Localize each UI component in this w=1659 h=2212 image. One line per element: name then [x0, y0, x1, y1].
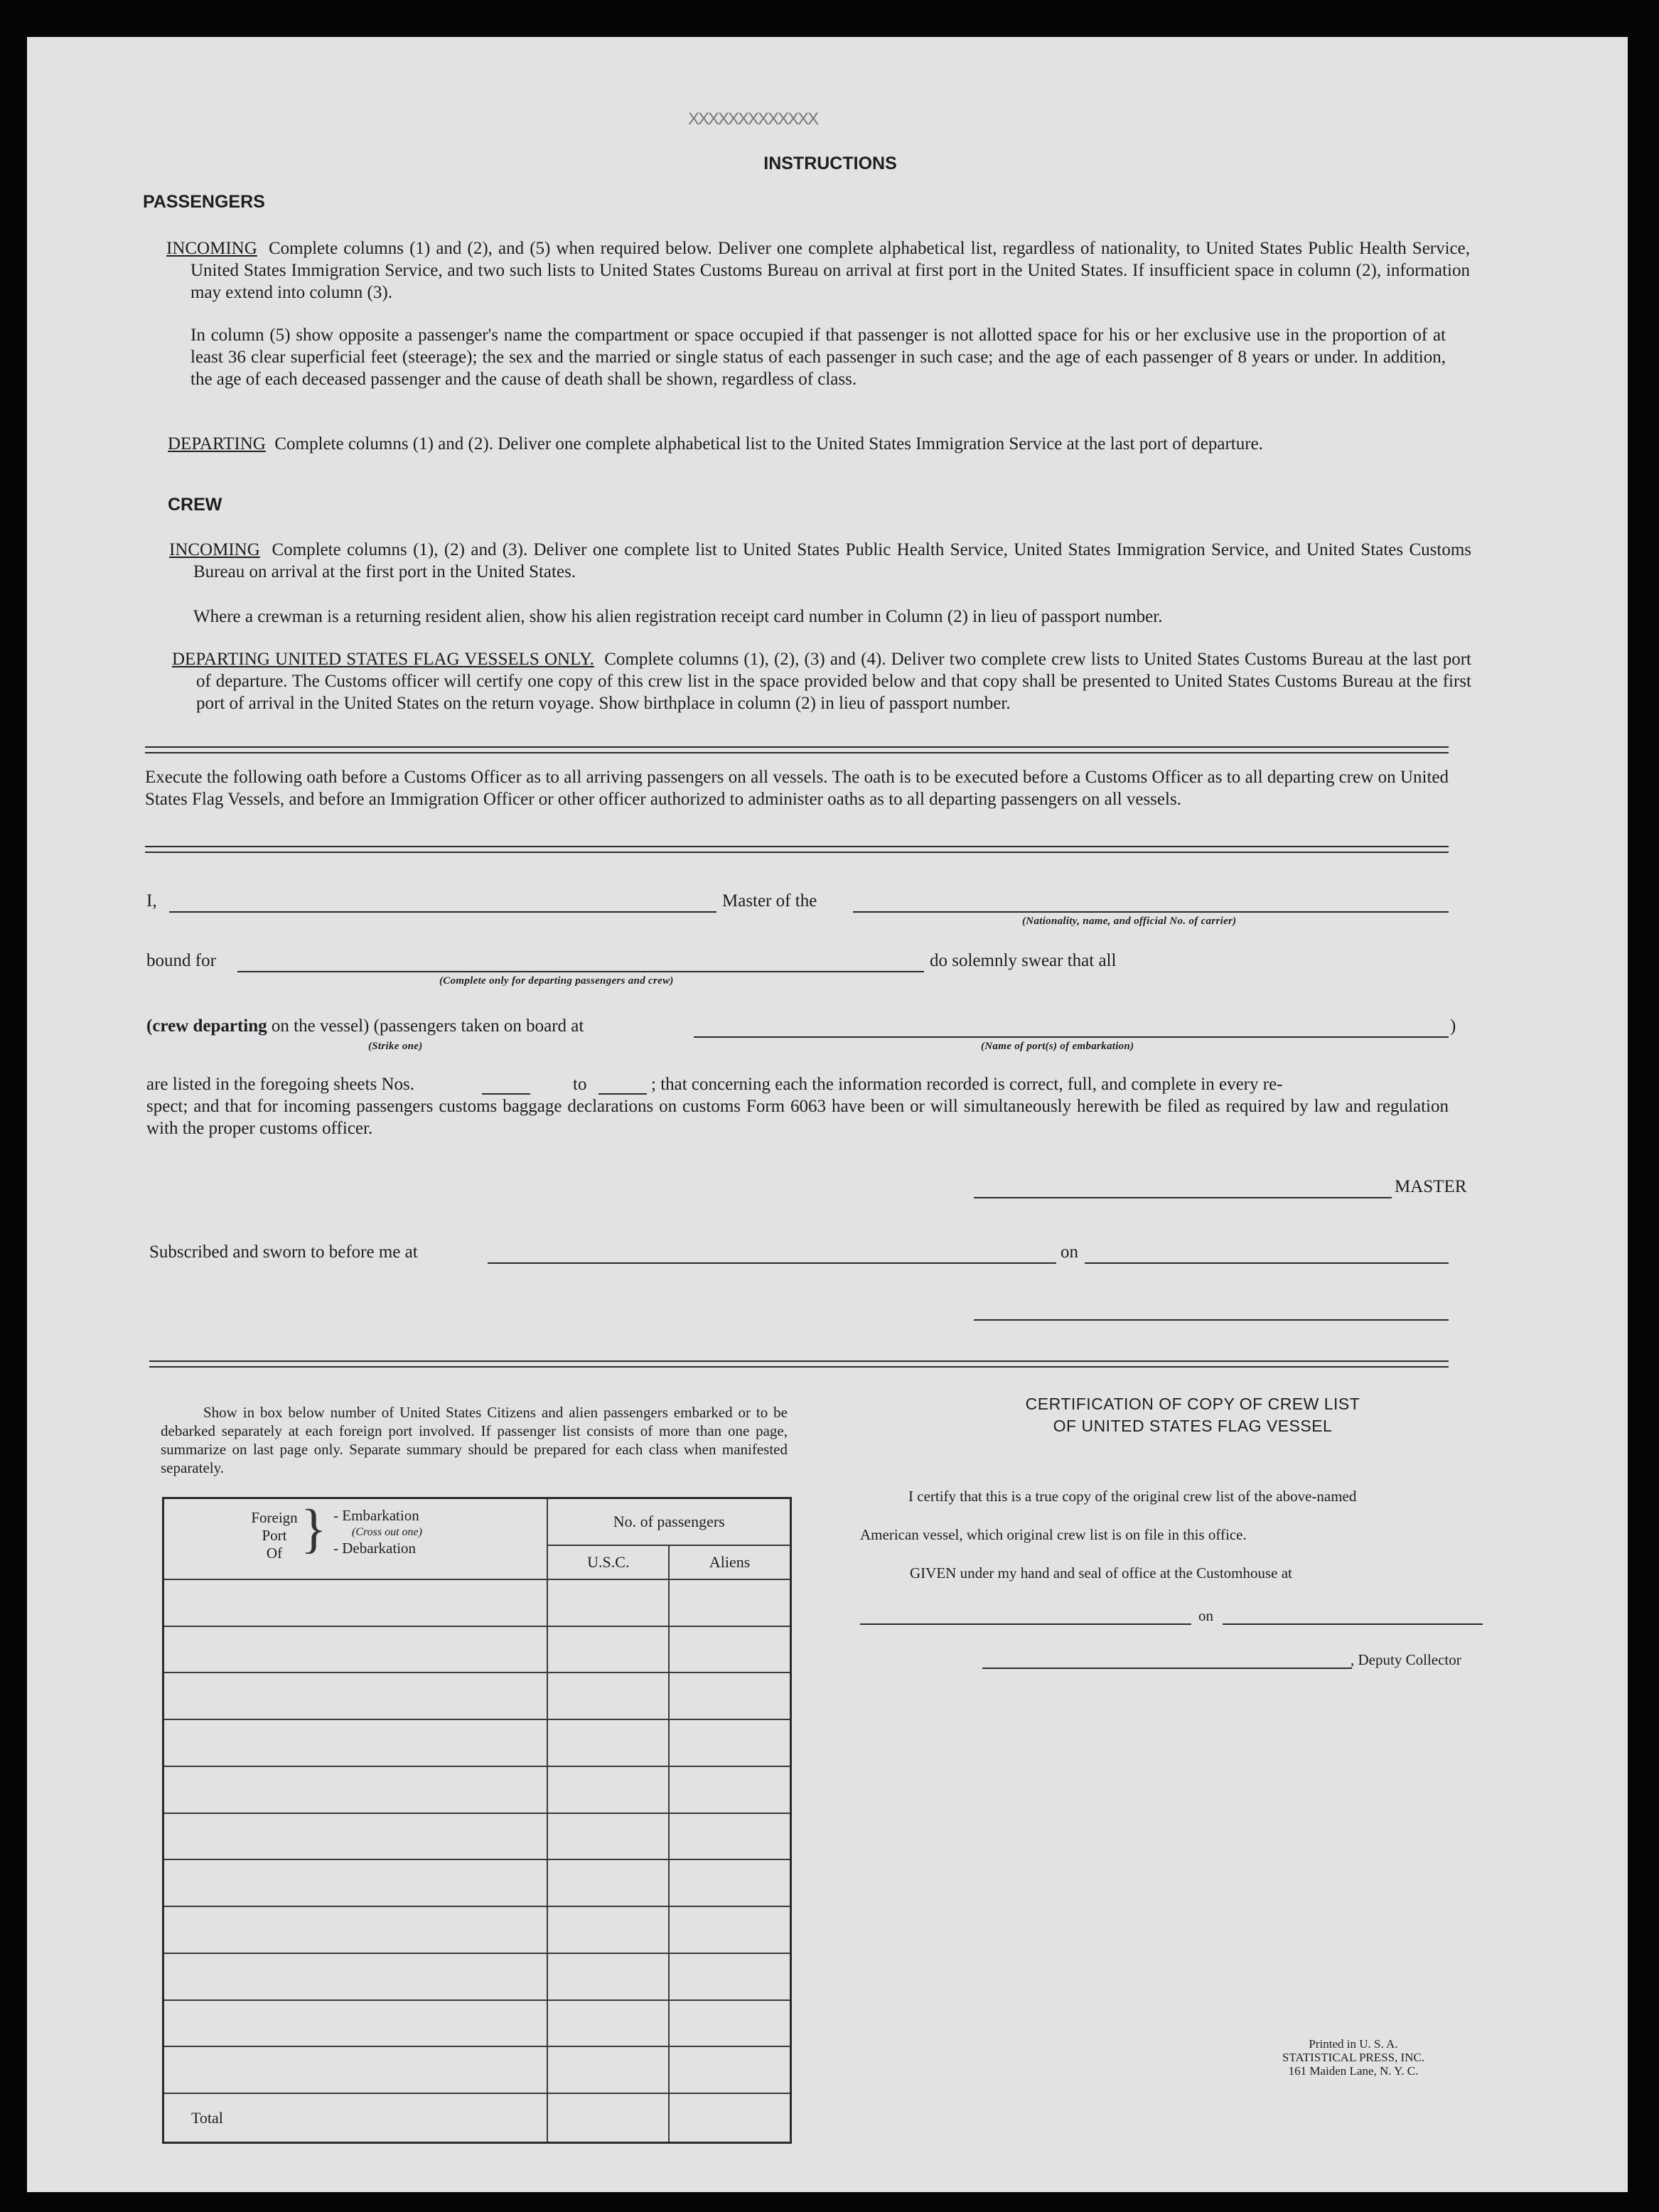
listed-start-label: are listed in the foregoing sheets Nos. [146, 1075, 414, 1094]
aliens-cell[interactable] [669, 1719, 790, 1766]
table-row [163, 1766, 791, 1813]
do-solemnly-label: do solemnly swear that all [930, 951, 1117, 970]
subscribed-label: Subscribed and sworn to before me at [149, 1242, 418, 1262]
crew-alien-paragraph: Where a crewman is a returning resident alien, show his alien registration receipt card number in Column (2) in lieu of passport number. [193, 607, 1163, 626]
foreign-label: Foreign [251, 1509, 298, 1526]
aliens-cell[interactable] [669, 2000, 790, 2047]
listed-rest-text: ; that concerning each the information recorded is correct, full, and complete in every re- [651, 1075, 1283, 1094]
crew-departing-text: Complete columns (1), (2), (3) and (4). Deliver two complete crew lists to United States Customs Bureau at the last port of departure. The Customs officer will certify one copy of this crew list in the space provided below and that copy shall be presented to United States Customs Bureau at the first port of arrival in the United States on the return voyage. Show birthplace in column (2) in lieu of passport number. [196, 650, 1472, 713]
section-divider-1 [145, 746, 1449, 753]
usc-cell[interactable] [547, 1813, 669, 1860]
debarkation-option[interactable]: - Debarkation [333, 1540, 417, 1557]
passengers-heading: PASSENGERS [143, 192, 265, 212]
usc-cell[interactable] [547, 1906, 669, 1953]
usc-cell[interactable] [547, 1579, 669, 1626]
aliens-cell[interactable] [669, 1906, 790, 1953]
oath-i-label: I, [146, 891, 157, 911]
certification-title-line1: CERTIFICATION OF COPY OF CREW LIST [1025, 1395, 1360, 1413]
bound-for-field[interactable] [237, 971, 924, 972]
port-cell[interactable] [163, 2000, 548, 2047]
struck-header-text: XXXXXXXXXXXXX [688, 109, 818, 129]
usc-cell[interactable] [547, 1626, 669, 1673]
port-cell[interactable] [163, 1766, 548, 1813]
usc-cell[interactable] [547, 1719, 669, 1766]
usc-cell[interactable] [547, 1953, 669, 2000]
foreign-port-header [163, 1498, 548, 1579]
ports-embarkation-field[interactable] [694, 1036, 1449, 1038]
printer-line1: Printed in U. S. A. [1309, 2037, 1398, 2051]
passengers-incoming-paragraph [166, 237, 1470, 304]
table-row [163, 2000, 791, 2047]
section-divider-2 [145, 846, 1449, 853]
aliens-cell[interactable] [669, 1673, 790, 1719]
port-cell[interactable] [163, 1673, 548, 1719]
form-page [27, 37, 1628, 2192]
aliens-cell[interactable] [669, 1813, 790, 1860]
usc-cell[interactable] [547, 2046, 669, 2093]
port-cell[interactable] [163, 1579, 548, 1626]
passengers-departing-label: DEPARTING [168, 434, 266, 453]
crew-heading: CREW [168, 495, 222, 515]
oath-instruction-paragraph: Execute the following oath before a Customs Officer as to all arriving passengers on all vessels. The oath is to be executed before a Customs Officer as to all departing crew on United States Flag Vessels, and before an Immigration Officer or other officer authorized to administer oaths as to all departing passengers on all vessels. [145, 768, 1449, 809]
table-row [163, 1906, 791, 1953]
listed-cont-text: spect; and that for incoming passengers customs baggage declarations on customs Form 6063 have been or will simultaneously herewith be filed as required by law and regulation with the proper customs officer. [146, 1097, 1449, 1138]
passenger-summary-table [162, 1497, 792, 2144]
port-cell[interactable] [163, 1813, 548, 1860]
total-row [163, 2093, 791, 2142]
page-title: INSTRUCTIONS [763, 154, 897, 173]
crew-incoming-label: INCOMING [169, 540, 260, 559]
port-cell[interactable] [163, 1719, 548, 1766]
printer-line2: STATISTICAL PRESS, INC. [1282, 2051, 1425, 2064]
passengers-incoming-label: INCOMING [166, 239, 257, 258]
crew-incoming-text: Complete columns (1), (2) and (3). Deliver one complete list to United States Public Health Service, United States Immigration Service, and United States Customs Bureau on arrival at the first port in the United States. [193, 540, 1472, 581]
sworn-date-field[interactable] [1085, 1262, 1449, 1264]
brace-mark: } [301, 1499, 327, 1559]
table-header-row [163, 1498, 791, 1545]
table-row [163, 1813, 791, 1860]
master-label: MASTER [1395, 1177, 1467, 1196]
section-divider-3 [149, 1360, 1449, 1368]
table-row [163, 1673, 791, 1719]
aliens-cell[interactable] [669, 1953, 790, 2000]
table-row [163, 1953, 791, 2000]
summary-note: Show in box below number of United States Citizens and alien passengers embarked or to be debarked separately at each foreign port involved. If passenger list consists of more than one page, summarize on last page only. Separate summary should be prepared for each class when manifested separately. [161, 1404, 788, 1476]
usc-cell[interactable] [547, 1859, 669, 1906]
cross-out-caption: (Cross out one) [352, 1526, 422, 1538]
table-row [163, 2046, 791, 2093]
deputy-signature-field[interactable] [982, 1668, 1352, 1669]
crew-departing-label: DEPARTING UNITED STATES FLAG VESSELS ONLY. [172, 650, 594, 669]
sworn-on-label: on [1061, 1242, 1078, 1262]
given-on-label: on [1198, 1607, 1213, 1624]
usc-header: U.S.C. [547, 1545, 669, 1579]
aliens-cell[interactable] [669, 1579, 790, 1626]
master-of-the-label: Master of the [722, 891, 817, 911]
ports-caption: (Name of port(s) of embarkation) [981, 1041, 1134, 1052]
passengers-departing-text: Complete columns (1) and (2). Deliver one complete alphabetical list to the United States Immigration Service at the last port of departure. [274, 434, 1263, 453]
port-cell[interactable] [163, 1626, 548, 1673]
usc-cell[interactable] [547, 2000, 669, 2047]
complete-only-caption: (Complete only for departing passengers and crew) [439, 975, 674, 987]
sheet-from-field[interactable] [482, 1093, 530, 1095]
port-cell[interactable] [163, 1953, 548, 2000]
deputy-collector-label: , Deputy Collector [1351, 1651, 1461, 1668]
aliens-header: Aliens [669, 1545, 790, 1579]
master-signature-field[interactable] [974, 1197, 1392, 1198]
total-label: Total [163, 2093, 548, 2142]
printer-imprint [1247, 2037, 1460, 2078]
printer-line3: 161 Maiden Lane, N. Y. C. [1288, 2064, 1419, 2078]
nationality-caption: (Nationality, name, and official No. of carrier) [1022, 916, 1237, 927]
table-row [163, 1859, 791, 1906]
officer-signature-field[interactable] [974, 1319, 1449, 1321]
table-row [163, 1579, 791, 1626]
given-line: GIVEN under my hand and seal of office at the Customhouse at [910, 1564, 1292, 1582]
passengers-incoming-text: Complete columns (1) and (2), and (5) when required below. Deliver one complete alphabetical list, regardless of nationality, to United States Public Health Service, United States Immigration Service, and two such lists to United States Customs Bureau on arrival at first port in the United States. If insufficient space in column (2), information may extend into column (3). [190, 239, 1471, 302]
customhouse-field[interactable] [860, 1623, 1191, 1625]
usc-cell[interactable] [547, 1673, 669, 1719]
no-of-passengers-header: No. of passengers [547, 1498, 790, 1545]
port-cell[interactable] [163, 1906, 548, 1953]
strike-one-caption: (Strike one) [368, 1041, 423, 1052]
aliens-cell[interactable] [669, 1626, 790, 1673]
certify-line1: I certify that this is a true copy of the original crew list of the above-named [908, 1488, 1357, 1505]
total-aliens-cell[interactable] [669, 2093, 790, 2142]
close-paren: ) [1450, 1016, 1456, 1036]
to-label: to [573, 1075, 587, 1094]
embarkation-option[interactable]: - Embarkation [333, 1507, 419, 1524]
usc-cell[interactable] [547, 1766, 669, 1813]
table-row [163, 1626, 791, 1673]
bound-for-label: bound for [146, 951, 216, 970]
master-name-field[interactable] [169, 911, 716, 913]
certification-title-line2: OF UNITED STATES FLAG VESSEL [1053, 1417, 1333, 1435]
passengers-departing-paragraph [168, 433, 1470, 455]
of-label: Of [266, 1545, 283, 1562]
port-cell[interactable] [163, 1859, 548, 1906]
sworn-at-field[interactable] [488, 1262, 1056, 1264]
certification-date-field[interactable] [1223, 1623, 1483, 1625]
passengers-option[interactable]: on the vessel) (passengers taken on board at [271, 1016, 584, 1036]
crew-departing-paragraph [172, 648, 1471, 714]
total-usc-cell[interactable] [547, 2093, 669, 2142]
aliens-cell[interactable] [669, 1766, 790, 1813]
port-cell[interactable] [163, 2046, 548, 2093]
crew-departing-option[interactable]: (crew departing [146, 1016, 267, 1036]
carrier-field[interactable] [853, 911, 1449, 913]
aliens-cell[interactable] [669, 2046, 790, 2093]
port-label: Port [262, 1527, 287, 1544]
passengers-column5-paragraph: In column (5) show opposite a passenger's name the compartment or space occupied if that passenger is not allotted space for his or her exclusive use in the proportion of at least 36 clear superficial feet (steerage); the sex and the married or single status of each passenger in such case; and the age of each passenger of 8 years or under. In addition, the age of each deceased passenger and the cause of death shall be shown, regardless of class. [190, 326, 1446, 389]
sheet-to-field[interactable] [598, 1093, 647, 1095]
certification-title [972, 1393, 1413, 1437]
crew-passengers-line [146, 1015, 584, 1037]
crew-incoming-paragraph [169, 539, 1471, 583]
table-row [163, 1719, 791, 1766]
certify-line2: American vessel, which original crew list is on file in this office. [860, 1526, 1247, 1543]
aliens-cell[interactable] [669, 1859, 790, 1906]
